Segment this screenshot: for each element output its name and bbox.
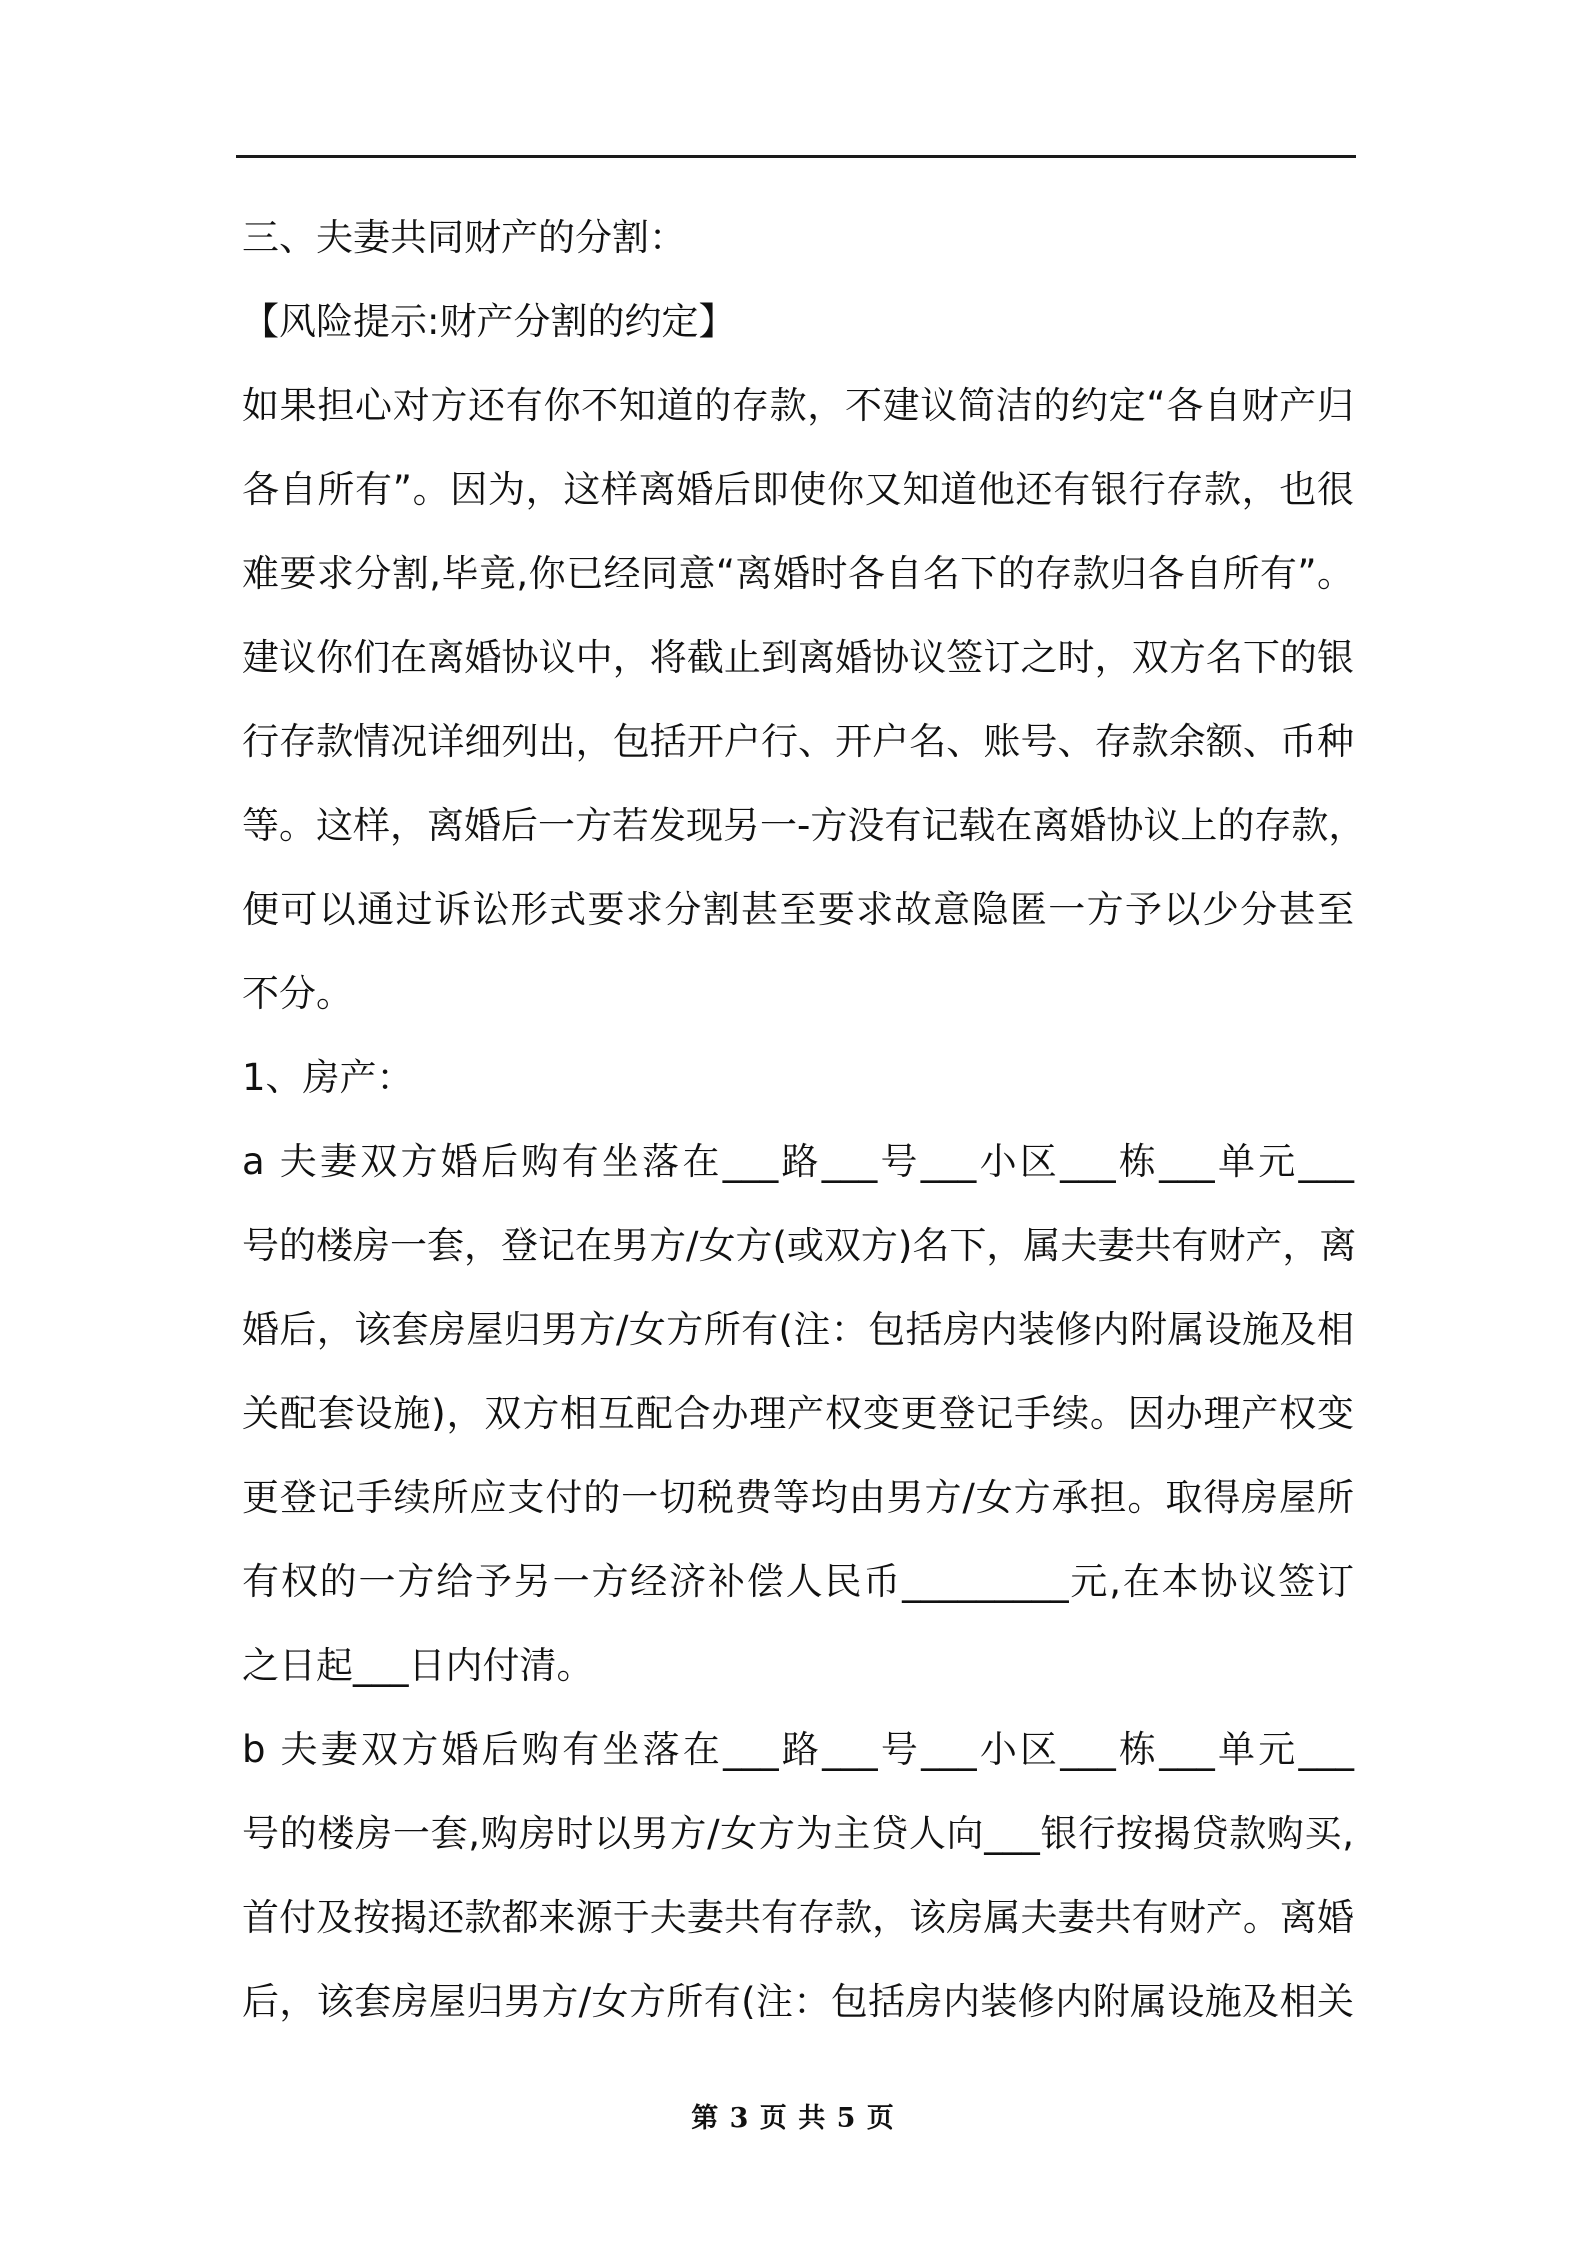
text-line: 号的楼房一套，登记在男方/女方(或双方)名下，属夫妻共有财产，离 — [242, 1224, 1357, 1267]
text-line: b 夫妻双方婚后购有坐落在___路___号___小区___栋___单元___ — [242, 1728, 1354, 1771]
text-line: 首付及按揭还款都来源于夫妻共有存款，该房属夫妻共有财产。离婚 — [242, 1896, 1354, 1939]
text-line: 之日起___日内付清。 — [242, 1644, 594, 1687]
subsection-heading: 1、房产： — [242, 1056, 414, 1099]
text-line: 便可以通过诉讼形式要求分割甚至要求故意隐匿一方予以少分甚至 — [242, 888, 1354, 931]
text-line: 关配套设施)，双方相互配合办理产权变更登记手续。因办理产权变 — [242, 1392, 1354, 1435]
risk-tip-heading: 【风险提示:财产分割的约定】 — [242, 300, 736, 343]
text-line: a 夫妻双方婚后购有坐落在___路___号___小区___栋___单元___ — [242, 1140, 1354, 1183]
text-line: 更登记手续所应支付的一切税费等均由男方/女方承担。取得房屋所 — [242, 1476, 1354, 1519]
text-line: 号的楼房一套,购房时以男方/女方为主贷人向___银行按揭贷款购买, — [242, 1812, 1354, 1855]
text-line: 有权的一方给予另一方经济补偿人民币_________元,在本协议签订 — [242, 1560, 1354, 1603]
text-line: 等。这样，离婚后一方若发现另一-方没有记载在离婚协议上的存款， — [242, 804, 1366, 847]
text-line: 各自所有”。因为，这样离婚后即使你又知道他还有银行存款，也很 — [242, 468, 1354, 511]
page-number: 第 3 页 共 5 页 — [691, 2103, 895, 2134]
text-line: 建议你们在离婚协议中，将截止到离婚协议签订之时，双方名下的银 — [242, 636, 1354, 679]
header-rule — [236, 155, 1356, 158]
document-body — [242, 196, 1366, 2044]
text-line: 如果担心对方还有你不知道的存款，不建议简洁的约定“各自财产归 — [242, 384, 1354, 427]
text-line: 难要求分割,毕竟,你已经同意“离婚时各自名下的存款归各自所有”。 — [242, 552, 1354, 595]
text-line: 婚后，该套房屋归男方/女方所有(注：包括房内装修内附属设施及相 — [242, 1308, 1354, 1351]
text-line: 不分。 — [242, 972, 353, 1015]
text-line: 行存款情况详细列出，包括开户行、开户名、账号、存款余额、币种 — [242, 720, 1354, 763]
text-line: 后，该套房屋归男方/女方所有(注：包括房内装修内附属设施及相关 — [242, 1980, 1354, 2023]
section-heading: 三、夫妻共同财产的分割： — [242, 216, 686, 259]
